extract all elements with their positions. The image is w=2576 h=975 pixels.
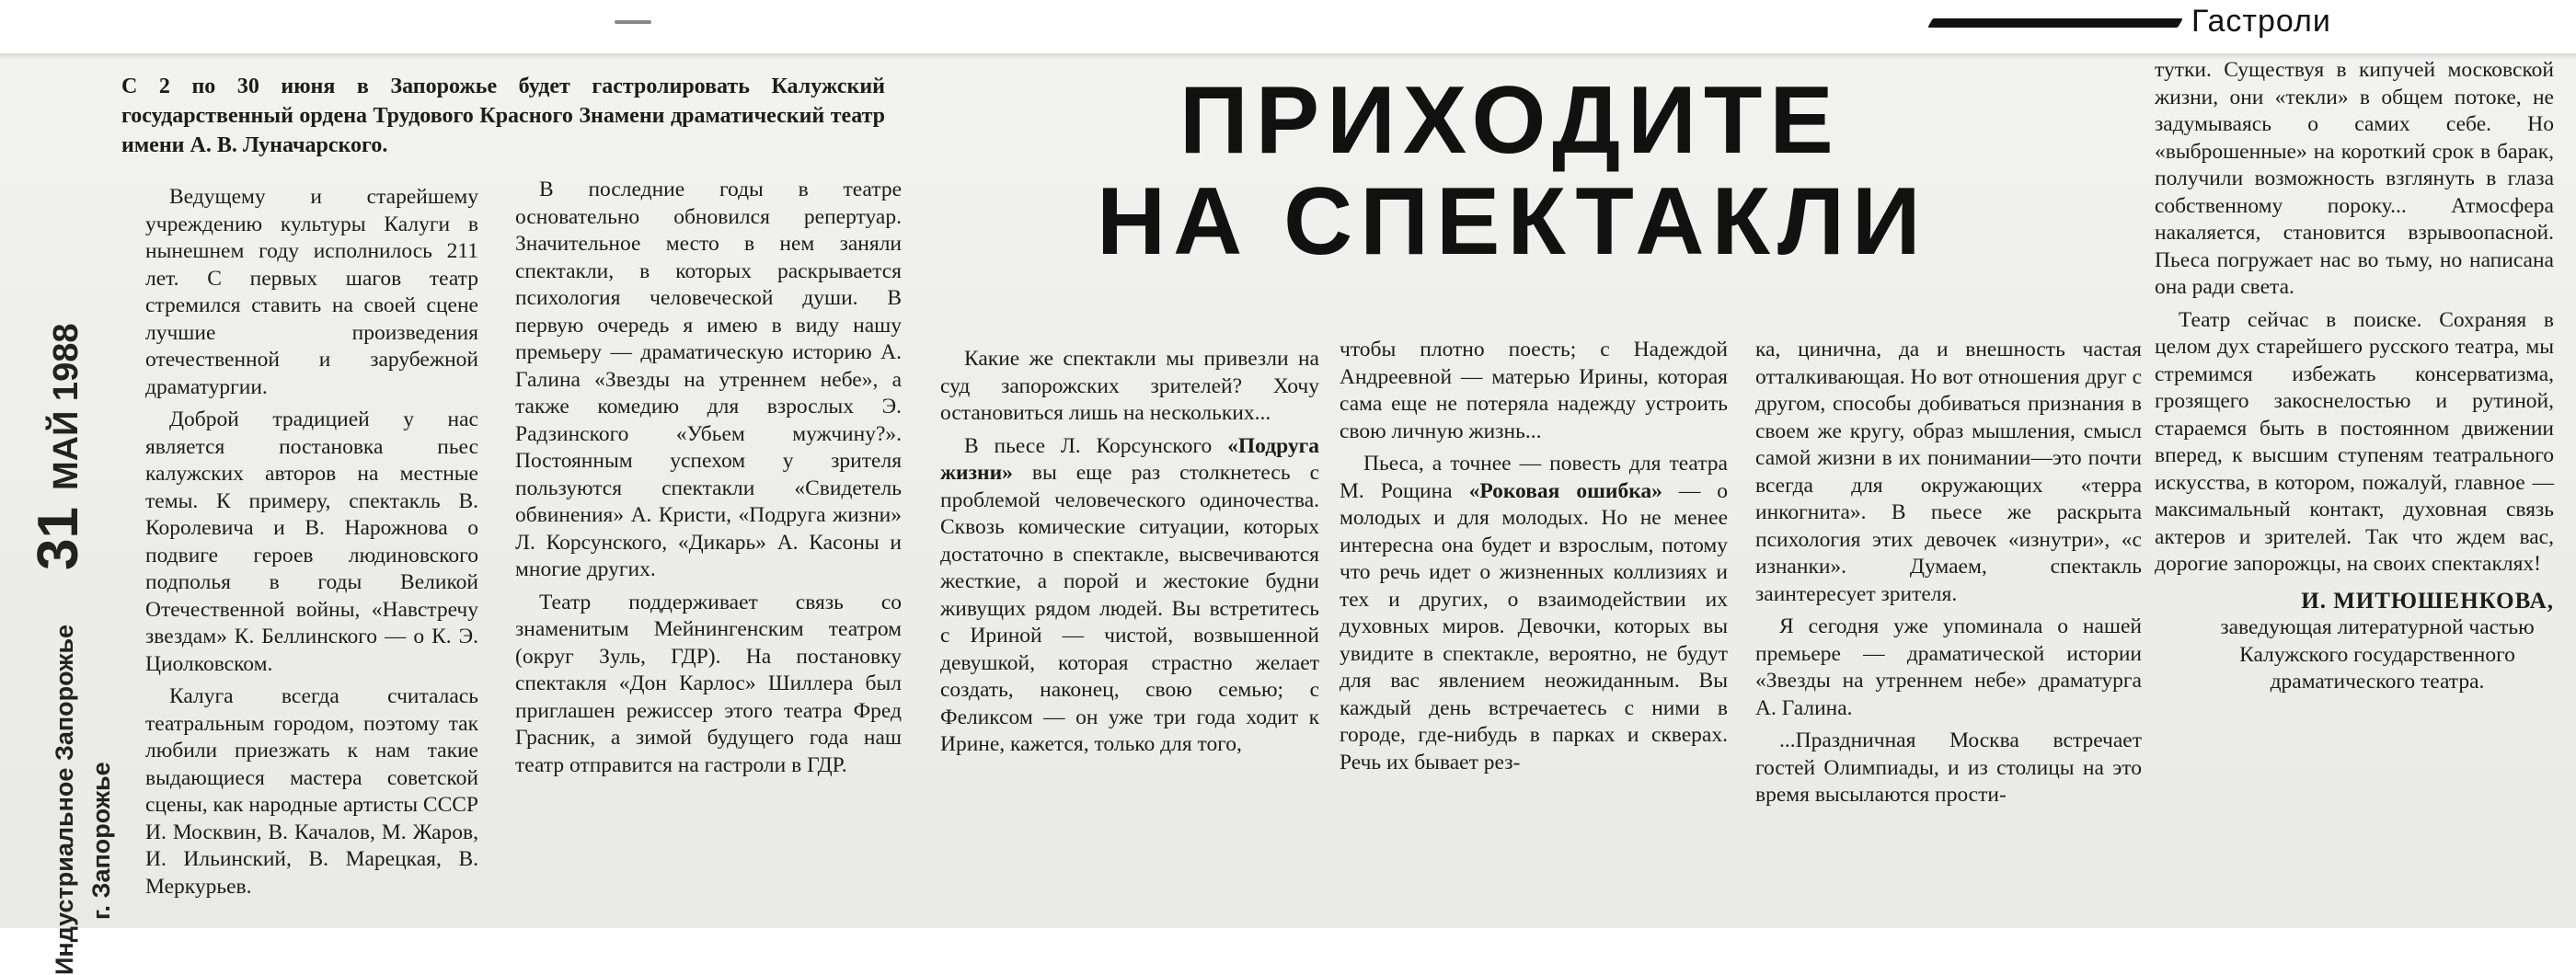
play-title-rokovaya-oshibka: «Роковая ошибка» <box>1468 478 1662 503</box>
article-column-1 <box>145 184 478 906</box>
rubric-label: Гастроли <box>2191 4 2331 39</box>
paragraph: Я сегодня уже упоминала о нашей премьере — драматической истории «Звезды на утреннем небе» драматурга А. Галина. <box>1755 614 2142 720</box>
headline <box>1097 67 2053 275</box>
paragraph: Доброй традицией у нас является постановка пьес калужских авторов на местные темы. К примеру, спектакль В. Королевича и В. Нарожнова о подвиге героев людиновского подполья в годы Великой Отечественной войны, «Навстречу звездам» К. Беллинского — о К. Э. Циолковском. <box>145 407 478 676</box>
paragraph: ...Праздничная Москва встречает гостей Олимпиады, и из столицы на это время высылаются прости- <box>1755 728 2142 807</box>
paragraph: тутки. Существуя в кипучей московской жизни, они «текли» в общем потоке, не задумываясь о самих себе. Но «выброшенные» на короткий срок в барак, получили возможность взглянуть в глаза собственному пороку... Атмосфера накаляется, становится взрывоопасной. Пьеса погружает нас во тьму, но написана она ради света. <box>2155 58 2554 299</box>
paragraph-text: В пьесе Л. Корсунского <box>964 433 1213 458</box>
author-name: И. МИТЮШЕНКОВА, <box>2301 588 2554 614</box>
article-column-3 <box>940 346 1319 764</box>
rubric-rule <box>1927 18 2183 28</box>
paragraph <box>1340 451 1728 776</box>
paragraph: Какие же спектакли мы привезли на суд запорожских зрителей? Хочу остановиться лишь на нескольких... <box>940 347 1319 425</box>
article-column-2 <box>515 177 902 785</box>
date-stamp-month-year: МАЙ 1988 <box>47 323 86 491</box>
paragraph: Калуга всегда считалась театральным городом, поэтому так любили приезжать к нам такие выдающиеся мастера советской сцены, как народные артисты СССР И. Москвин, В. Качалов, М. Жаров, И. Ильинский, В. Марецкая, В. Меркурьев. <box>145 684 478 899</box>
paragraph: чтобы плотно поесть; с Надеждой Андреевной — матерью Ирины, которая сама еще не потеряла надежду устроить свою личную жизнь... <box>1340 338 1728 443</box>
date-stamp-day: 31 <box>27 507 90 570</box>
date-stamp <box>26 324 91 570</box>
headline-line-2: НА СПЕКТАКЛИ <box>1097 168 1928 275</box>
paragraph <box>940 433 1319 759</box>
paragraph: Театр сейчас в поиске. Сохраняя в целом дух старейшего русского театра, мы стремимся избежать консерватизма, грозящего закоснелостью и рутиной, стараемся быть в постоянном движении вперед, к высшим ступеням театрального искусства, в котором, пожалуй, главное — максимальный контакт, духовная связь актеров и зрителей. Так что ждем вас, дорогие запорожцы, на своих спектаклях! <box>2155 307 2554 576</box>
source-stamp-city: г. Запорожье <box>87 762 115 920</box>
headline-line-1: ПРИХОДИТЕ <box>1179 67 1841 174</box>
play-title-podruga-zhizni: «Подруга жизни» <box>940 433 1320 485</box>
paragraph-text: вы еще раз столкнетесь с проблемой человеческого одиночества. Сквозь комические ситуации, которых достаточно в спектакле, высвечиваются жесткие, а порой и жестокие будни живущих рядом людей. Вы встретитесь с Ириной — чистой, возвышенной девушкой, которая страстно желает создать, наконец, свою семью; с Феликсом — он уже три года ходит к Ирине, кажется, только для того, <box>940 461 1319 756</box>
source-stamp <box>46 625 120 975</box>
paragraph-text: Пьеса, а точнее — повесть для театра М. Рощина <box>1340 452 1728 503</box>
paragraph: Ведущему и старейшему учреждению культуры Калуги в нынешнем году исполнилось 211 лет. С первых шагов театр стремился ставить на своей сцене лучшие произведения отечественной и зарубежной драматургии. <box>145 185 478 399</box>
source-stamp-paper: Индустриальное Запорожье <box>51 624 78 975</box>
lead-paragraph: С 2 по 30 июня в Запорожье будет гастролировать Калужский государственный ордена Трудового Красного Знамени драматический театр имени А. В. Луначарского. <box>121 75 885 157</box>
paragraph-text: — о молодых и для молодых. Но не менее интересна она будет и взрослым, потому что речь идет о жизненных коллизиях и тех и других, о взаимодействии их духовных миров. Девочки, которых вы увидите в спектакле, вероятно, не будут для вас явлением неожиданным. Вы каждый день встречаетесь с ними в городе, где-нибудь в парках и скверах. Речь их бывает рез- <box>1340 478 1729 774</box>
article-column-5 <box>1755 337 2142 815</box>
paragraph: Театр поддерживает связь со знаменитым Мейнингенским театром (округ Зуль, ГДР). На постановку спектакля «Дон Карлос» Шиллера был приглашен режиссер этого театра Фред Грасник, а зимой будущего года наш театр отправится на гастроли в ГДР. <box>515 590 902 777</box>
print-speck <box>615 20 651 24</box>
author-role: заведующая литературной частью Калужского государственного драматического театра. <box>2220 615 2535 694</box>
paragraph: ка, цинична, да и внешность частая отталкивающая. Но вот отношения друг с другом, способы добиваться признания в своем же кругу, образ мышления, смысл самой жизни в их понимании—это почти всегда для окружающих «терра инкогнита». В пьесе же раскрыта психология этих девочек «изнутри», «с изнанки». Думаем, спектакль заинтересует зрителя. <box>1755 338 2142 606</box>
article-column-6 <box>2155 57 2554 696</box>
article-column-4 <box>1340 337 1728 782</box>
paragraph: В последние годы в театре основательно обновился репертуар. Значительное место в нем заняли спектакли, в которых раскрывается психология человеческой души. В первую очередь я имею в виду нашу премьеру — драматическую историю А. Галина «Звезды на утреннем небе», а также комедию для взрослых Э. Радзинского «Убьем мужчину?». Постоянным успехом у зрителя пользуются спектакли «Свидетель обвинения» А. Кристи, «Подруга жизни» Л. Корсунского, «Дикарь» А. Касоны и многие других. <box>515 178 902 581</box>
